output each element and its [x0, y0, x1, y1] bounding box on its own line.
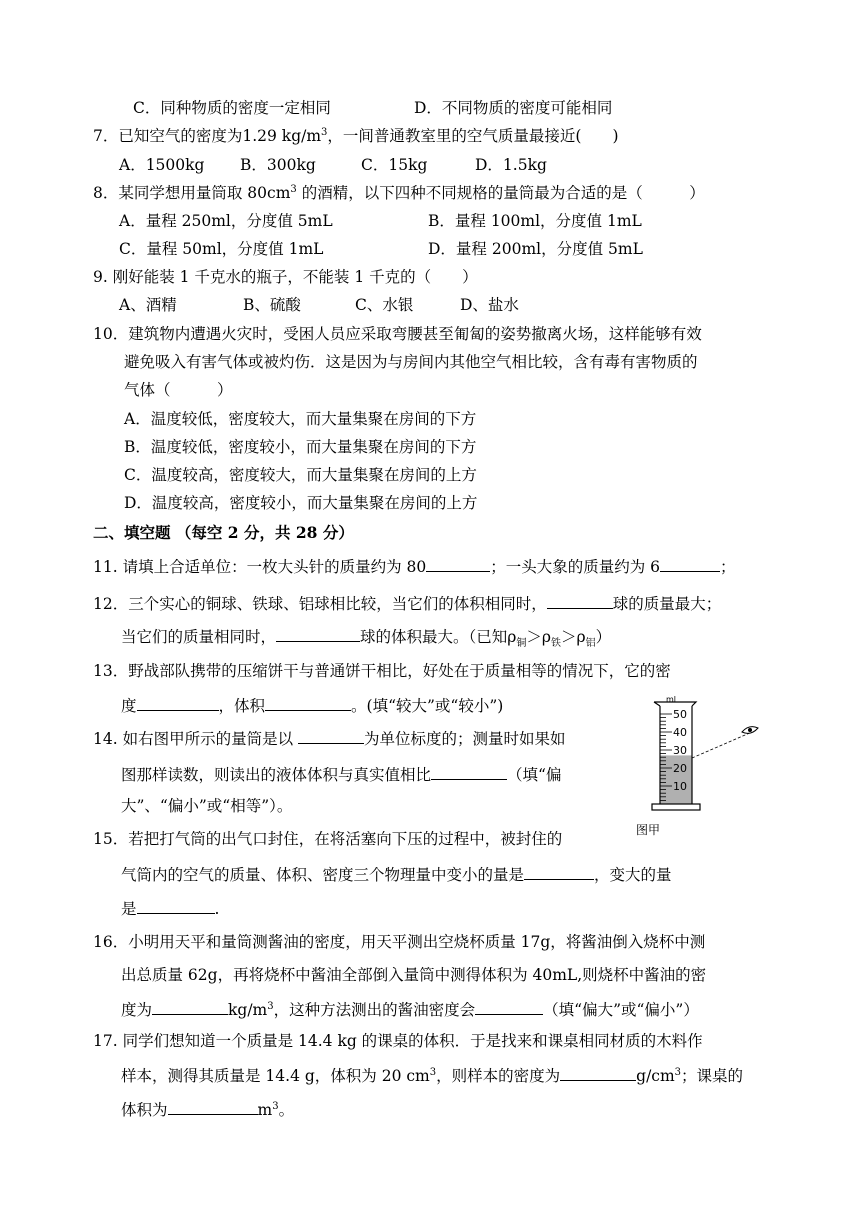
- graduated-cylinder-figure: [632, 694, 772, 848]
- figure-caption: 图甲: [636, 823, 661, 837]
- q13-line2: 度 ，体积 。(填“较大”或“较小”): [121, 694, 503, 716]
- answer-blank[interactable]: [560, 1064, 636, 1081]
- q16-line3: 度为 $kg/m^3$，这种方法测出的酱油密度会 （填“偏大”或“偏小”）: [121, 998, 699, 1020]
- q14-line2: 图那样读数，则读出的液体体积与真实值相比 （填“偏: [121, 763, 561, 785]
- answer-blank[interactable]: [426, 555, 490, 572]
- q6-option-c: C．同种物质的密度一定相同: [133, 99, 331, 117]
- q8-stem: 8．某同学想用量筒取 $80cm^3$ 的酒精，以下四种不同规格的量筒最为合适的是（ ）: [93, 183, 705, 202]
- q14-line3: 大”、“偏小”或“相等”）。: [121, 797, 293, 815]
- answer-blank[interactable]: [137, 694, 219, 711]
- q7-option-d: D．1.5kg: [475, 156, 547, 174]
- q12-line2: 当它们的质量相同时， 球的体积最大。（已知$\rho_铜>\rho_铁>\rho_铝$）: [121, 625, 611, 647]
- q7-option-a: A．1500kg: [119, 156, 205, 174]
- q6-option-d: D．不同物质的密度可能相同: [414, 99, 613, 117]
- q16-line2: 出总质量 62g，再将烧杯中酱油全部倒入量筒中测得体积为 40mL,则烧杯中酱油的密: [121, 966, 707, 984]
- answer-blank[interactable]: [265, 694, 351, 711]
- tick-label: 50: [673, 708, 687, 721]
- q12-line1: 12．三个实心的铜球、铁球、铝球相比较，当它们的体积相同时， 球的质量最大；: [93, 592, 721, 614]
- tick-label: 20: [673, 762, 687, 775]
- tick-label: 30: [673, 744, 687, 757]
- q15-line3: 是 .: [121, 897, 219, 919]
- q8-option-c: C．量程 50ml，分度值 1mL: [119, 240, 324, 258]
- q9-option-c: C、水银: [355, 296, 414, 314]
- q15-line2: 气筒内的空气的质量、体积、密度三个物理量中变小的量是 ，变大的量: [121, 863, 672, 885]
- q8-option-a: A．量程 250ml，分度值 5mL: [119, 212, 333, 230]
- unit-label: ml: [666, 695, 677, 704]
- answer-blank[interactable]: [276, 625, 360, 642]
- graduated-cylinder-diagram: [632, 694, 772, 844]
- q17-line2: 样本，测得其质量是 14.4 g，体积为 20 $cm^3$，则样本的密度为 $g/cm^3$；课桌的: [121, 1064, 743, 1086]
- q9-option-b: B、硫酸: [243, 296, 301, 314]
- eye-icon: [742, 727, 758, 734]
- answer-blank[interactable]: [660, 555, 720, 572]
- q17-line3: 体积为 $m^3$。: [121, 1098, 294, 1120]
- answer-blank[interactable]: [152, 998, 228, 1015]
- answer-blank[interactable]: [547, 592, 613, 609]
- q7-option-c: C．15kg: [361, 156, 428, 174]
- q10-option-b: B．温度较低，密度较小，而大量集聚在房间的下方: [124, 438, 477, 456]
- q17-line1: 17. 同学们想知道一个质量是 14.4 kg 的课桌的体积．于是找来和课桌相同材质的木料作: [93, 1032, 703, 1050]
- answer-blank[interactable]: [137, 897, 215, 914]
- q14-line1: 14. 如右图甲所示的量筒是以 为单位标度的；测量时如果如: [93, 727, 566, 749]
- q10-option-d: D．温度较高，密度较小，而大量集聚在房间的上方: [124, 494, 478, 512]
- q7-stem: 7．已知空气的密度为1.29 $kg/m^3$，一间普通教室里的空气质量最接近( ): [93, 126, 619, 145]
- answer-blank[interactable]: [524, 863, 594, 880]
- q15-line1: 15．若把打气筒的出气口封住，在将活塞向下压的过程中，被封住的: [93, 830, 563, 848]
- q16-line1: 16．小明用天平和量筒测酱油的密度，用天平测出空烧杯质量 17g，将酱油倒入烧杯中测: [93, 933, 706, 951]
- q10-stem-line1: 10．建筑物内遭遇火灾时，受困人员应采取弯腰甚至匍匐的姿势撤离火场，这样能够有效: [93, 325, 702, 343]
- q13-line1: 13．野战部队携带的压缩饼干与普通饼干相比，好处在于质量相等的情况下，它的密: [93, 662, 671, 680]
- q9-stem: 9. 刚好能装 1 千克水的瓶子，不能装 1 千克的（ ）: [93, 268, 478, 286]
- answer-blank[interactable]: [431, 763, 507, 780]
- q7-option-b: B．300kg: [240, 156, 316, 174]
- answer-blank[interactable]: [475, 998, 543, 1015]
- q9-option-a: A、酒精: [119, 296, 177, 314]
- q10-stem-line3: 气体（ ）: [124, 381, 233, 399]
- q8-option-b: B．量程 100ml，分度值 1mL: [428, 212, 642, 230]
- q10-option-a: A．温度较低，密度较大，而大量集聚在房间的下方: [124, 410, 477, 428]
- q10-option-c: C．温度较高，密度较大，而大量集聚在房间的上方: [124, 466, 477, 484]
- q9-option-d: D、盐水: [460, 296, 519, 314]
- q11: 11. 请填上合适单位：一枚大头针的质量约为 80 ；一头大象的质量约为 6 ；: [93, 555, 736, 577]
- tick-label: 10: [673, 780, 687, 793]
- answer-blank[interactable]: [168, 1098, 258, 1115]
- q10-stem-line2: 避免吸入有害气体或被灼伤．这是因为与房间内其他空气相比较，含有毒有害物质的: [124, 353, 698, 371]
- answer-blank[interactable]: [298, 727, 364, 744]
- section-2-heading: 二、填空题 （每空 2 分，共 28 分）: [93, 523, 354, 542]
- tick-label: 40: [673, 726, 687, 739]
- q8-option-d: D．量程 200ml，分度值 5mL: [428, 240, 643, 258]
